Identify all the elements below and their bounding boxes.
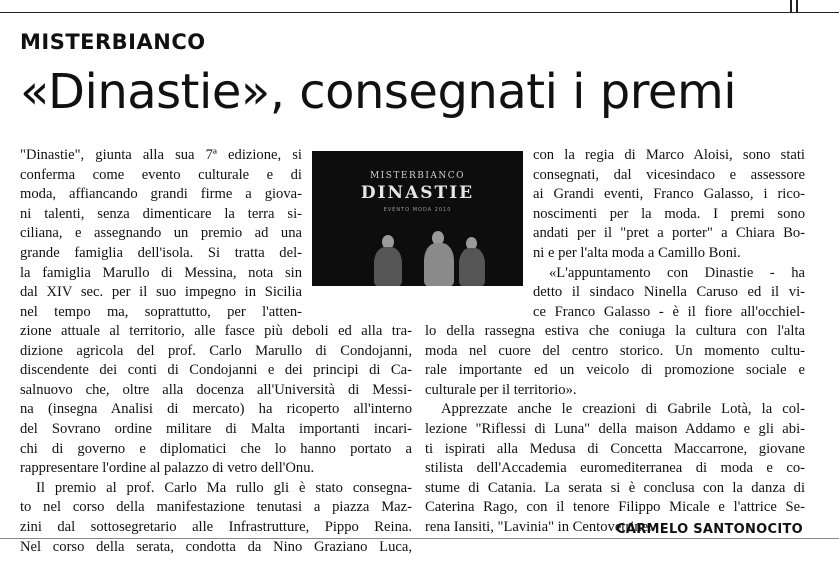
text-line: grande famiglia dell'isola. Si tratta del- [20,244,302,261]
text-line: lezione "Riflessi di Luna" della maison Addamo e gli abi- [425,420,805,437]
text-line: moda, affiancando grandi firme a giova- [20,186,302,203]
text-line: salnuovo che, oltre alla docenza all'Università di Messi- [20,381,412,398]
text-line: con la regia di Marco Aloisi, sono stati [533,147,805,163]
person-figure [374,247,402,286]
byline: CARMELO SANTONOCITO [616,522,803,537]
text-line: rappresentare l'ordine al palazzo di vetro dell'Onu. [20,460,315,477]
text-line: Caterina Rago, con il tenore Filippo Micale e l'attrice Se- [425,499,805,516]
text-line: Nel corso della serata, condotta da Nino Graziano Luca, [20,538,412,555]
text-line: zini dal sottosegretario alle Infrastrutture, Pippo Reina. [20,518,412,535]
person-figure [459,248,485,286]
column-2-bottom [425,322,805,538]
text-line: culturale per il territorio». [425,381,577,398]
text-line: moda nel cuore del centro storico. Un momento cultu- [425,342,805,359]
text-line: andati per il "pret a porter" a Chiara Bo- [533,225,805,242]
text-line: Il premio al prof. Carlo Ma rullo gli è stato consegna- [36,479,412,496]
column-2-top [533,146,805,322]
text-line: ni talenti, senza dimenticare la terra si- [20,205,302,222]
text-line: ciliana, e assegnando un premio ad una [20,225,302,242]
kicker: MISTERBIANCO [20,30,206,54]
text-line: zione attuale al territorio, alle fasce più deboli ed alla tra- [20,323,412,339]
text-line: noscimenti per la moda. I premi sono [533,205,805,222]
text-line: ai Grandi eventi, Franco Galasso, i rico- [533,186,805,203]
text-line: la famiglia Marullo di Messina, nota sin [20,264,302,281]
text-line: ni e per l'alta moda a Camillo Boni. [533,244,741,261]
text-line: Apprezzate anche le creazioni di Gabrile Lotà, la col- [441,401,805,418]
text-line: ti ispirati alla Medusa di Concetta Maccarrone, giovane [425,440,805,457]
page-top-rule [0,0,839,13]
text-line: chi di governo e diplomatici che lo hanno portato a [20,440,412,457]
text-line: consegnati, dal vicesindaco e assessore [533,166,805,183]
text-line: stume di Catania. La serata si è conclusa con la danza di [425,479,805,496]
headline: «Dinastie», consegnati i premi [20,64,737,120]
column-1-top [20,146,302,322]
text-line: rena Iansiti, "Lavinia" in Centovetrine. [425,518,652,535]
photo-sign-top: MISTERBIANCO [369,171,466,181]
corner-mark [790,0,798,12]
person-figure [424,243,454,286]
bottom-rule [0,538,839,539]
text-line: to nel corso della manifestazione tenutasi a piazza Maz- [20,499,412,516]
text-line: ce Franco Galasso - è il fiore all'occhiel- [533,303,805,320]
text-line: dal XIV sec. per il suo impegno in Sicilia [20,284,302,301]
event-photo [312,151,523,286]
text-line: lo della rassegna estiva che coniuga la cultura con l'alta [425,323,805,339]
column-1-bottom [20,322,412,557]
text-line: detto il sindaco Ninella Caruso ed il vi- [533,284,805,301]
text-line: rale importante ed un veicolo di promozione sociale e [425,362,805,379]
text-line: «L'appuntamento con Dinastie - ha [549,264,805,281]
text-line: nel tempo ma, soprattutto, per l'atten- [20,303,302,320]
text-line: na (insegna Analisi di mercato) ha ricoperto all'interno [20,401,412,418]
text-line: "Dinastie", giunta alla sua 7ª edizione, si [20,147,302,163]
text-line: dizione agricola del prof. Carlo Marullo di Condojanni, [20,342,412,359]
text-line: stilista dell'Accademia euromediterranea di moda e co- [425,460,805,477]
photo-sign-title: DINASTIE [360,183,475,203]
text-line: del Sovrano ordine militare di Malta importanti incari- [20,420,412,437]
photo-sign-sub: EVENTO MODA 2010 [383,207,452,213]
text-line: conferma come evento culturale e di [20,166,302,183]
text-line: discendente dei conti di Condojanni e dei principi di Ca- [20,362,412,379]
